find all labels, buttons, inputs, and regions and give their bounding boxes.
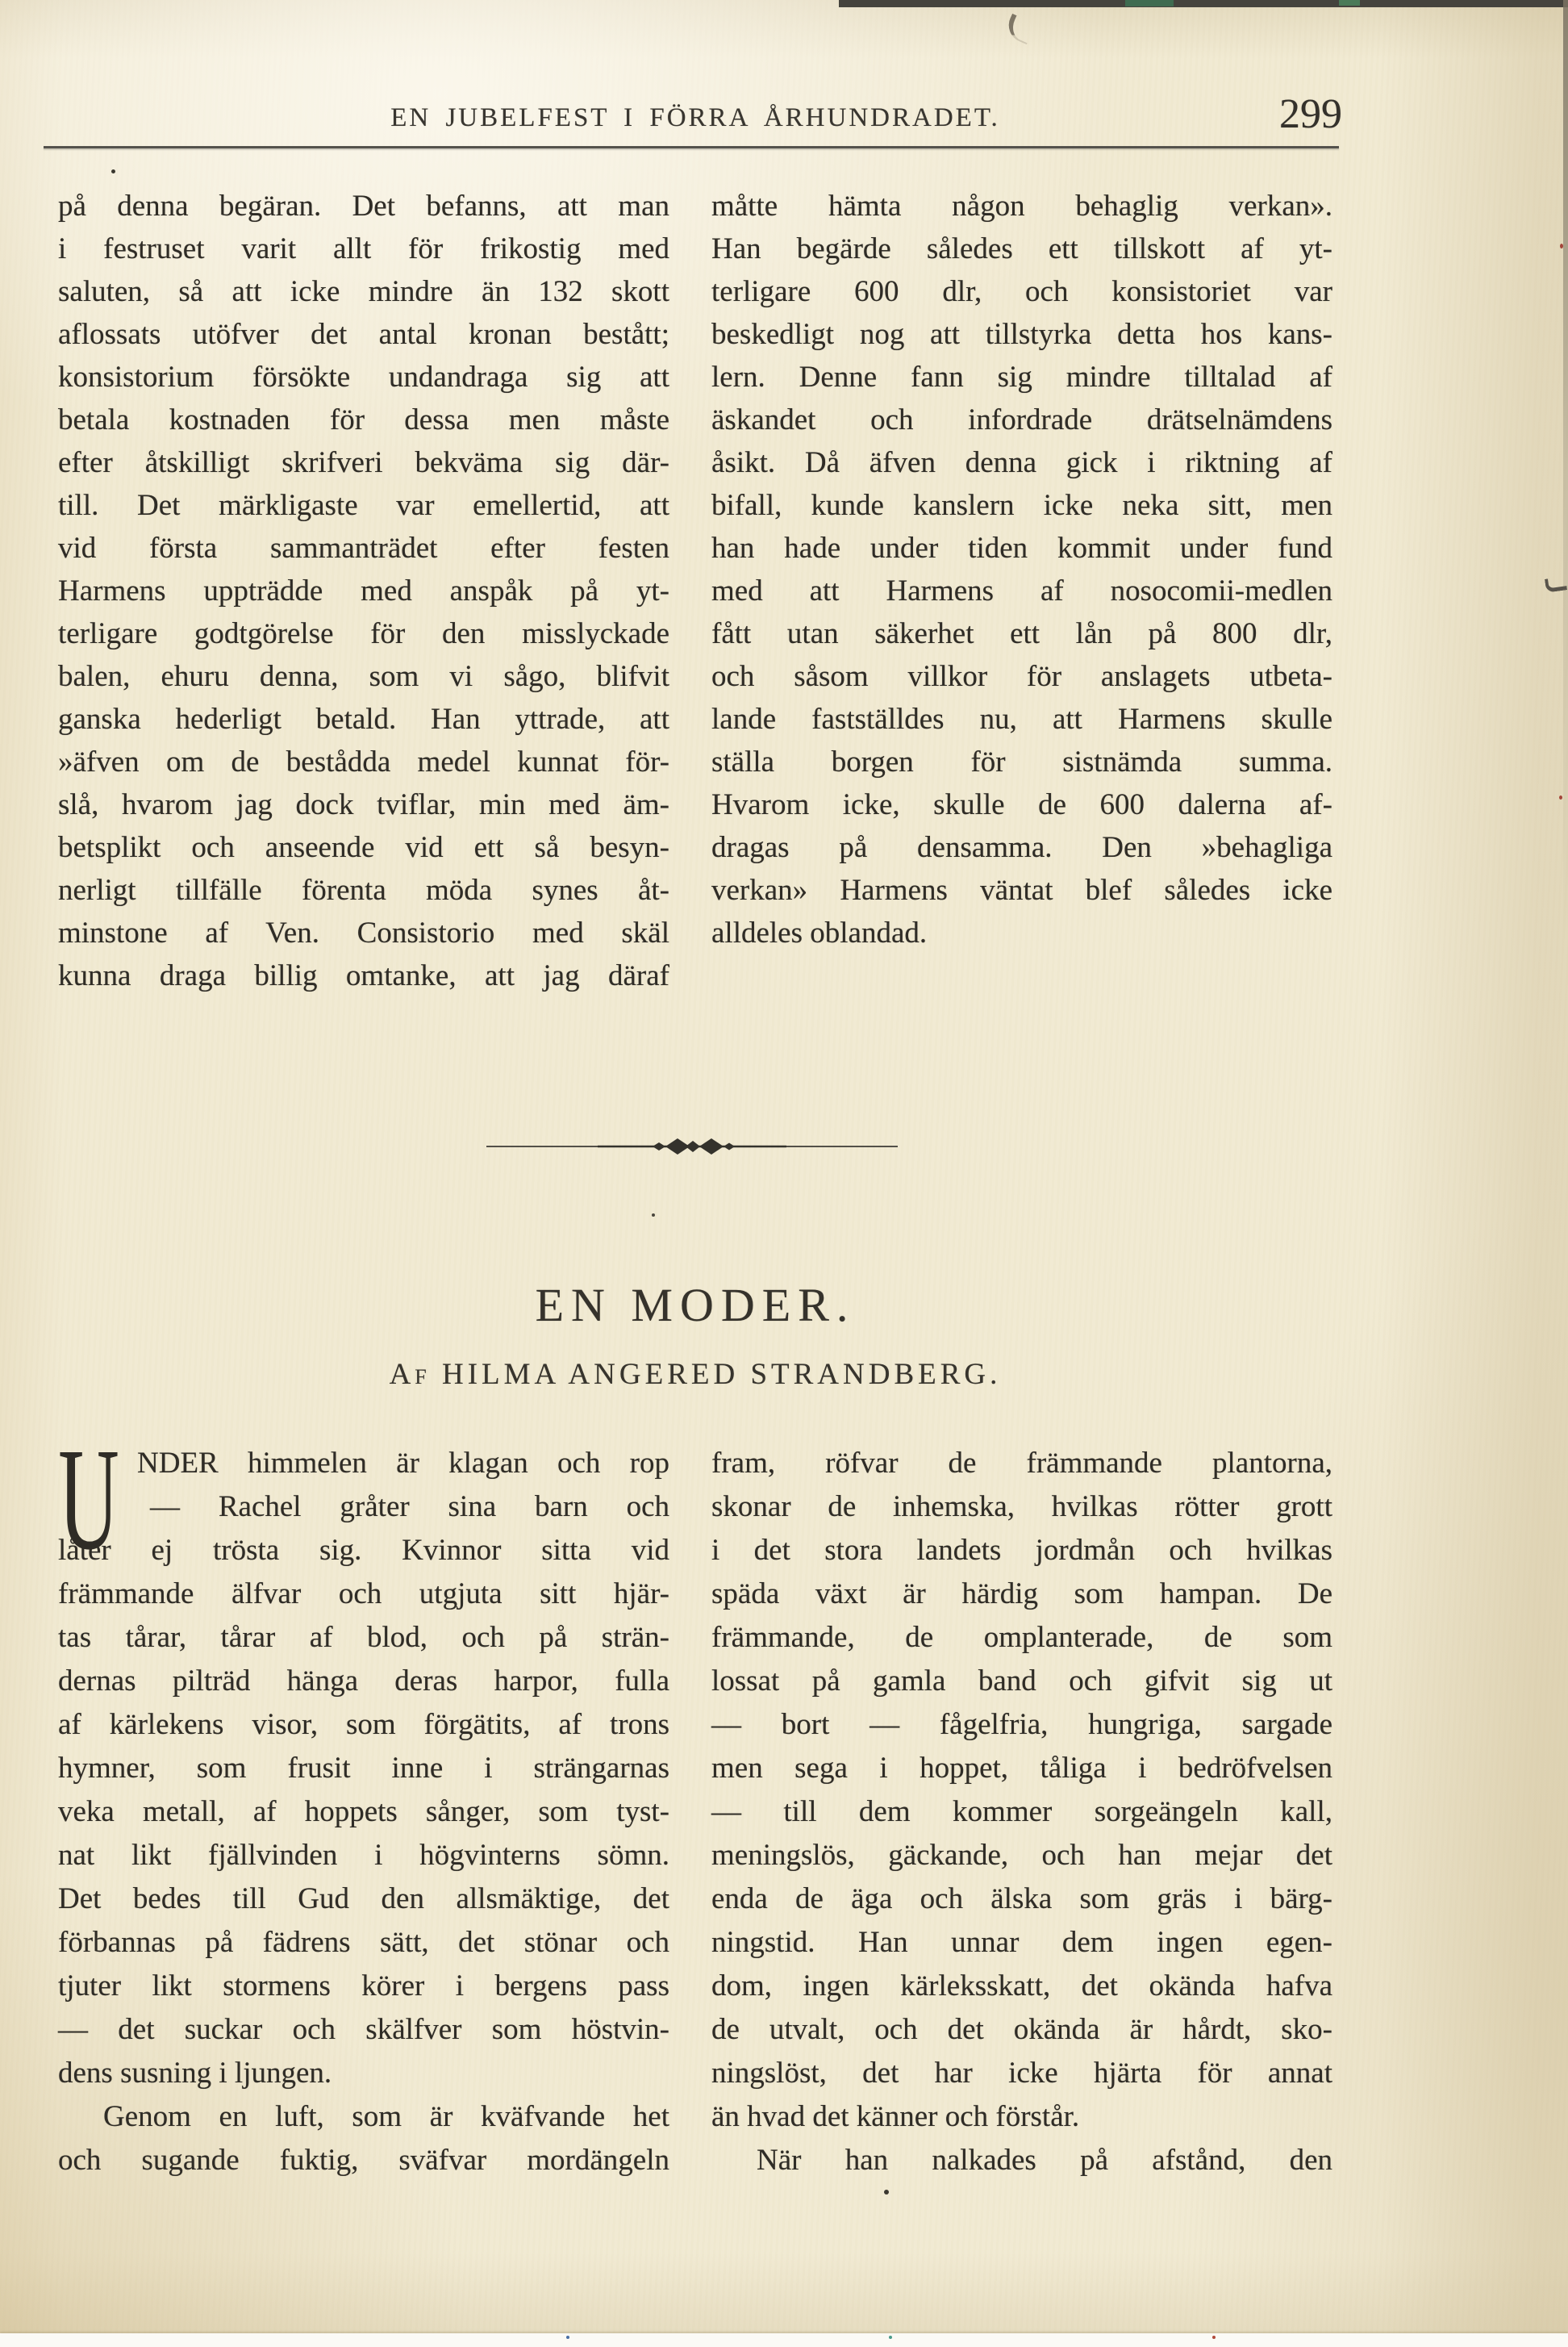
text-line: fått utan säkerhet ett lån på 800 dlr,: [711, 617, 1332, 650]
text-line: fram, röfvar de främmande plantorna,: [711, 1447, 1332, 1480]
text-line: de utvalt, och det okända är hårdt, sko-: [711, 2013, 1332, 2046]
scan-edge-top-shadow: [839, 0, 1568, 7]
text-line: — Rachel gråter sina barn och: [150, 1490, 669, 1523]
text-line: ningstid. Han unnar dem ingen egen-: [711, 1926, 1332, 1959]
text-line: nat likt fjällvinden i högvinterns sömn.: [58, 1839, 669, 1872]
text-line: kunna draga billig omtanke, att jag däraf: [58, 959, 669, 992]
section-divider: [485, 1138, 899, 1155]
text-line: ningslöst, det har icke hjärta för annat: [711, 2057, 1332, 2090]
edge-speck: [1212, 2336, 1216, 2339]
text-line: konsistorium försökte undandraga sig att: [58, 361, 669, 394]
text-line: meningslös, gäckande, och han mejar det: [711, 1839, 1332, 1872]
drop-cap-letter: [58, 1447, 119, 1553]
scan-edge-right-shadow: [1563, 0, 1568, 1049]
edge-speck: [889, 2336, 892, 2339]
story-byline: Af HILMA ANGERED STRANDBERG.: [389, 1358, 1002, 1391]
text-line: i det stora landets jordmån och hvilkas: [711, 1534, 1332, 1567]
text-line: med att Harmens af nosocomii-medlen: [711, 574, 1332, 608]
text-line: i festruset varit allt för frikostig med: [58, 232, 669, 265]
text-line: äskandet och infordrade drätselnämdens: [711, 403, 1332, 436]
text-line: NDER himmelen är klagan och rop: [137, 1447, 669, 1480]
text-line: förbannas på fädrens sätt, det stönar och: [58, 1926, 669, 1959]
text-line: nerligt tillfälle förenta möda synes åt-: [58, 874, 669, 907]
text-line: låter ej trösta sig. Kvinnor sitta vid: [58, 1534, 669, 1567]
text-line: veka metall, af hoppets sånger, som tyst-: [58, 1795, 669, 1828]
drop-cap: [58, 1447, 119, 1553]
text-line: lern. Denne fann sig mindre tilltalad af: [711, 361, 1332, 394]
text-line: främmande, de omplanterade, de som: [711, 1621, 1332, 1654]
divider-ornament-icon: [485, 1138, 899, 1155]
scanner-bed-strip: [0, 2333, 1568, 2347]
text-line: ganska hederligt betald. Han yttrade, att: [58, 703, 669, 736]
text-line: Harmens uppträdde med anspåk på yt-: [58, 574, 669, 608]
text-line: alldeles oblandad.: [711, 917, 928, 950]
page-number: 299: [1279, 91, 1342, 137]
ink-speck: [884, 2190, 889, 2195]
text-line: åsikt. Då äfven denna gick i riktning af: [711, 446, 1332, 479]
text-line: Genom en luft, som är kväfvande het: [103, 2100, 669, 2133]
text-line: Hvarom icke, skulle de 600 dalerna af-: [711, 788, 1332, 821]
text-line: lande fastställdes nu, att Harmens skulle: [711, 703, 1332, 736]
text-line: »äfven om de bestådda medel kunnat för-: [58, 745, 669, 779]
text-line: han hade under tiden kommit under fund: [711, 532, 1332, 565]
text-line: beskedligt nog att tillstyrka detta hos kans-: [711, 318, 1332, 351]
text-line: betsplikt och anseende vid ett så besyn-: [58, 831, 669, 864]
paper-fold-mark: [1003, 14, 1036, 45]
text-line: bifall, kunde kanslern icke neka sitt, men: [711, 489, 1332, 522]
edge-speck: [1560, 244, 1563, 248]
text-line: dens susning i ljungen.: [58, 2057, 332, 2090]
text-line: lossat på gamla band och gifvit sig ut: [711, 1664, 1332, 1698]
scan-edge-artifact: [1339, 0, 1360, 6]
ink-speck: [652, 1213, 655, 1217]
svg-text:U: U: [58, 1447, 119, 1553]
text-line: vid första sammanträdet efter festen: [58, 532, 669, 565]
text-line: terligare godtgörelse för den misslyckade: [58, 617, 669, 650]
story-left-column: [58, 1442, 669, 2182]
text-line: måtte hämta någon behaglig verkan».: [711, 190, 1332, 223]
text-line: dragas på densamma. Den »behagliga: [711, 831, 1332, 864]
story-right-column: [711, 1442, 1332, 2182]
text-line: efter åtskilligt skrifveri bekväma sig där-: [58, 446, 669, 479]
text-line: tjuter likt stormens körer i bergens pass: [58, 1969, 669, 2002]
text-line: än hvad det känner och förstår.: [711, 2100, 1080, 2133]
article-left-column: [58, 185, 669, 997]
text-line: Han begärde således ett tillskott af yt-: [711, 232, 1332, 265]
text-line: dom, ingen kärleksskatt, det okända hafva: [711, 1969, 1332, 2002]
text-line: När han nalkades på afstånd, den: [757, 2144, 1332, 2177]
scan-edge-artifact: [1125, 0, 1174, 6]
text-line: minstone af Ven. Consistorio med skäl: [58, 917, 669, 950]
edge-speck: [566, 2336, 569, 2339]
text-line: tas tårar, tårar af blod, och på strän-: [58, 1621, 669, 1654]
text-line: — bort — fågelfria, hungriga, sargade: [711, 1708, 1332, 1741]
text-line: slå, hvarom jag dock tviflar, min med äm-: [58, 788, 669, 821]
text-line: saluten, så att icke mindre än 132 skott: [58, 275, 669, 308]
text-line: och såsom villkor för anslagets utbeta-: [711, 660, 1332, 693]
text-line: enda de äga och älska som gräs i bärg-: [711, 1882, 1332, 1915]
text-line: Det bedes till Gud den allsmäktige, det: [58, 1882, 669, 1915]
text-line: men sega i hoppet, tåliga i bedröfvelsen: [711, 1752, 1332, 1785]
story-title: EN MODER.: [535, 1279, 856, 1331]
text-line: betala kostnaden för dessa men måste: [58, 403, 669, 436]
text-line: skonar de inhemska, hvilkas rötter grott: [711, 1490, 1332, 1523]
text-line: af kärlekens visor, som förgätits, af trons: [58, 1708, 669, 1741]
text-line: främmande älfvar och utgjuta sitt hjär-: [58, 1577, 669, 1610]
text-line: — det suckar och skälfver som höstvin-: [58, 2013, 669, 2046]
text-line: dernas pilträd hänga deras harpor, fulla: [58, 1664, 669, 1698]
text-line: på denna begäran. Det befanns, att man: [58, 190, 669, 223]
text-line: och sugande fuktig, sväfvar mordängeln: [58, 2144, 669, 2177]
text-line: späda växt är härdig som hampan. De: [711, 1577, 1332, 1610]
text-line: hymner, som frusit inne i strängarnas: [58, 1752, 669, 1785]
text-line: balen, ehuru denna, som vi sågo, blifvit: [58, 660, 669, 693]
article-right-column: [711, 185, 1332, 954]
text-line: aflossats utöfver det antal kronan bestått;: [58, 318, 669, 351]
text-line: till. Det märkligaste var emellertid, att: [58, 489, 669, 522]
text-line: — till dem kommer sorgeängeln kall,: [711, 1795, 1332, 1828]
edge-speck: [1559, 796, 1562, 800]
ink-speck: [111, 169, 115, 173]
text-line: ställa borgen för sistnämda summa.: [711, 745, 1332, 779]
running-head: EN JUBELFEST I FÖRRA ÅRHUNDRADET.: [390, 103, 1000, 132]
text-line: terligare 600 dlr, och konsistoriet var: [711, 275, 1332, 308]
header-rule: [44, 146, 1339, 148]
ink-smudge: [1545, 576, 1567, 592]
text-line: verkan» Harmens väntat blef således icke: [711, 874, 1332, 907]
